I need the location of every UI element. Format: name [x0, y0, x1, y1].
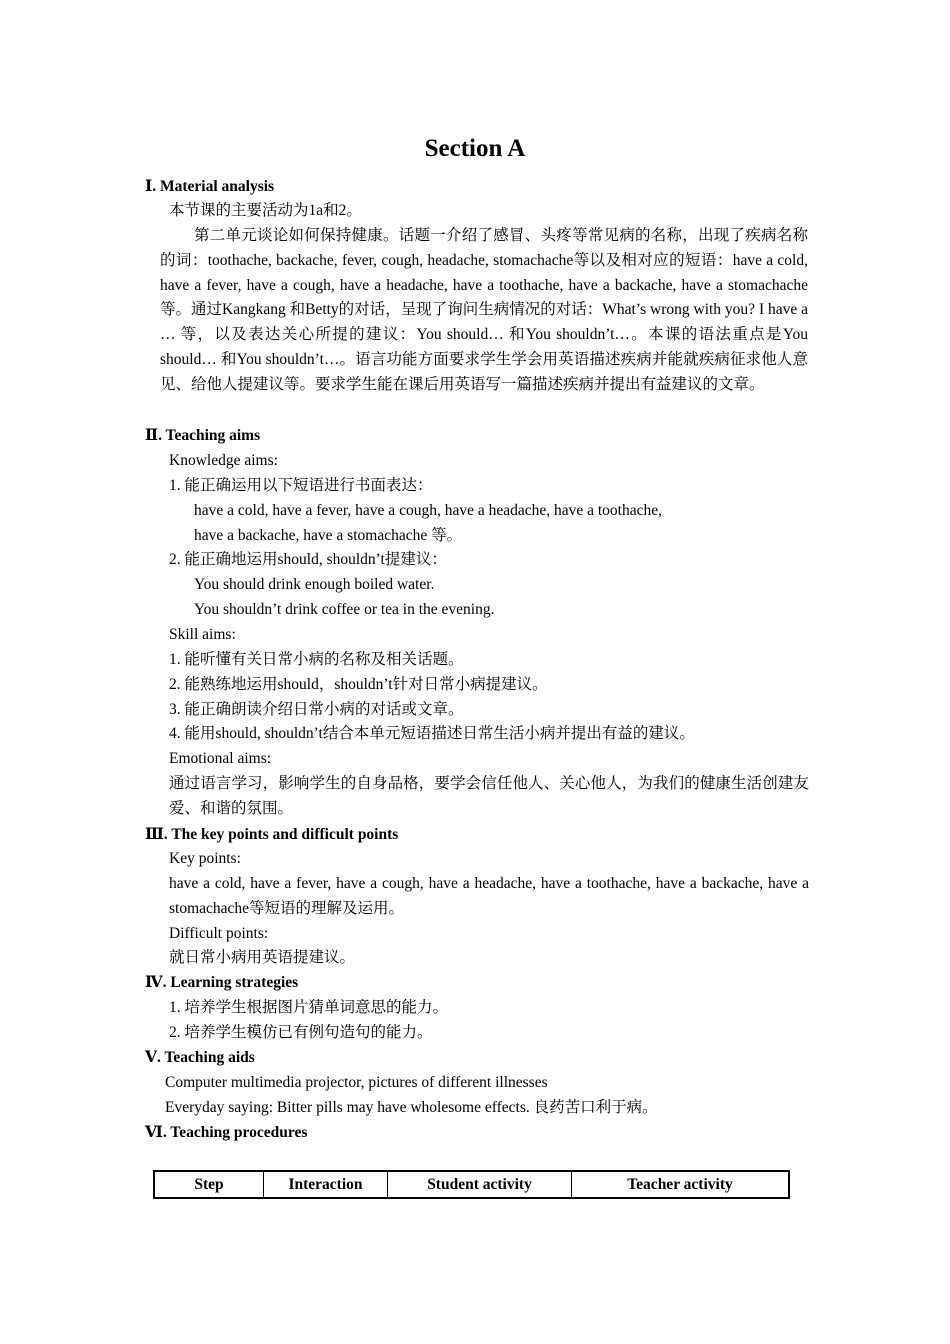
- section-heading-learning-strategies: Ⅳ. Learning strategies: [145, 974, 299, 991]
- section-heading-key-points: Ⅲ. The key points and difficult points: [145, 826, 399, 843]
- skill-aim-1: 1. 能听懂有关日常小病的名称及相关话题。: [169, 651, 464, 668]
- knowledge-aim-1-phrases-b: have a backache, have a stomachache 等。: [194, 527, 463, 544]
- knowledge-aim-2-example-b: You shouldn’t drink coffee or tea in the evening.: [194, 601, 495, 618]
- material-analysis-intro: 本节课的主要活动为1a和2。: [169, 202, 362, 219]
- skill-aim-2: 2. 能熟练地运用should，shouldn’t针对日常小病提建议。: [169, 676, 548, 693]
- section-heading-teaching-aids: Ⅴ. Teaching aids: [145, 1049, 255, 1066]
- difficult-points-label: Difficult points:: [169, 925, 269, 942]
- knowledge-aim-2: 2. 能正确地运用should, shouldn’t提建议：: [169, 551, 447, 568]
- page-title: Section A: [424, 135, 526, 162]
- column-header-teacher-activity: Teacher activity: [572, 1171, 790, 1198]
- section-heading-teaching-aims: Ⅱ. Teaching aims: [145, 427, 261, 444]
- knowledge-aims-label: Knowledge aims:: [169, 452, 278, 469]
- knowledge-aim-2-example-a: You should drink enough boiled water.: [194, 576, 435, 593]
- procedures-table-header-row: [154, 1171, 789, 1198]
- knowledge-aim-1-phrases-a: have a cold, have a fever, have a cough, have a headache, have a toothache,: [194, 502, 662, 519]
- emotional-aims-label: Emotional aims:: [169, 750, 272, 767]
- teaching-aid-1: Computer multimedia projector, pictures of different illnesses: [165, 1074, 548, 1091]
- learning-strategy-1: 1. 培养学生根据图片猜单词意思的能力。: [169, 999, 449, 1016]
- column-header-step: Step: [154, 1171, 264, 1198]
- skill-aim-4: 4. 能用should, shouldn’t结合本单元短语描述日常生活小病并提出有益的建议。: [169, 725, 695, 742]
- skill-aims-label: Skill aims:: [169, 626, 236, 643]
- key-points-label: Key points:: [169, 850, 241, 867]
- material-analysis-paragraph: 第二单元谈论如何保持健康。话题一介绍了感冒、头疼等常见病的名称，出现了疾病名称的词：toothache, backache, fever, cough, headache, stomachache等以及相对应的短语：have a cold, have a fever, have a cough, have a headache, have a toothache, have a backache, have a stomachache等。通过Kangkang 和Betty的对话，呈现了询问生病情况的对话：What’s wrong with you? I have a … 等，以及表达关心所提的建议：You should… 和You shouldn’t…。本课的语法重点是You should… 和You shouldn’t…。语言功能方面要求学生学会用英语描述疾病并能就疾病征求他人意见、给他人提建议等。要求学生能在课后用英语写一篇描述疾病并提出有益建议的文章。: [160, 227, 808, 393]
- procedures-table: [153, 1170, 790, 1199]
- key-points-text: have a cold, have a fever, have a cough, have a headache, have a toothache, have a backache, have a stomachache等短语的理解及运用。: [169, 875, 809, 917]
- section-heading-material-analysis: Ⅰ. Material analysis: [145, 178, 275, 195]
- difficult-points-text: 就日常小病用英语提建议。: [169, 949, 356, 966]
- learning-strategy-2: 2. 培养学生模仿已有例句造句的能力。: [169, 1024, 433, 1041]
- skill-aim-3: 3. 能正确朗读介绍日常小病的对话或文章。: [169, 701, 464, 718]
- column-header-student-activity: Student activity: [388, 1171, 572, 1198]
- knowledge-aim-1: 1. 能正确运用以下短语进行书面表达：: [169, 477, 433, 494]
- column-header-interaction: Interaction: [264, 1171, 388, 1198]
- section-heading-teaching-procedures: Ⅵ. Teaching procedures: [145, 1124, 308, 1141]
- teaching-aid-2: Everyday saying: Bitter pills may have wholesome effects. 良药苦口利于病。: [165, 1099, 658, 1116]
- emotional-aims-text: 通过语言学习，影响学生的自身品格，要学会信任他人、关心他人，为我们的健康生活创建友爱、和谐的氛围。: [169, 775, 809, 817]
